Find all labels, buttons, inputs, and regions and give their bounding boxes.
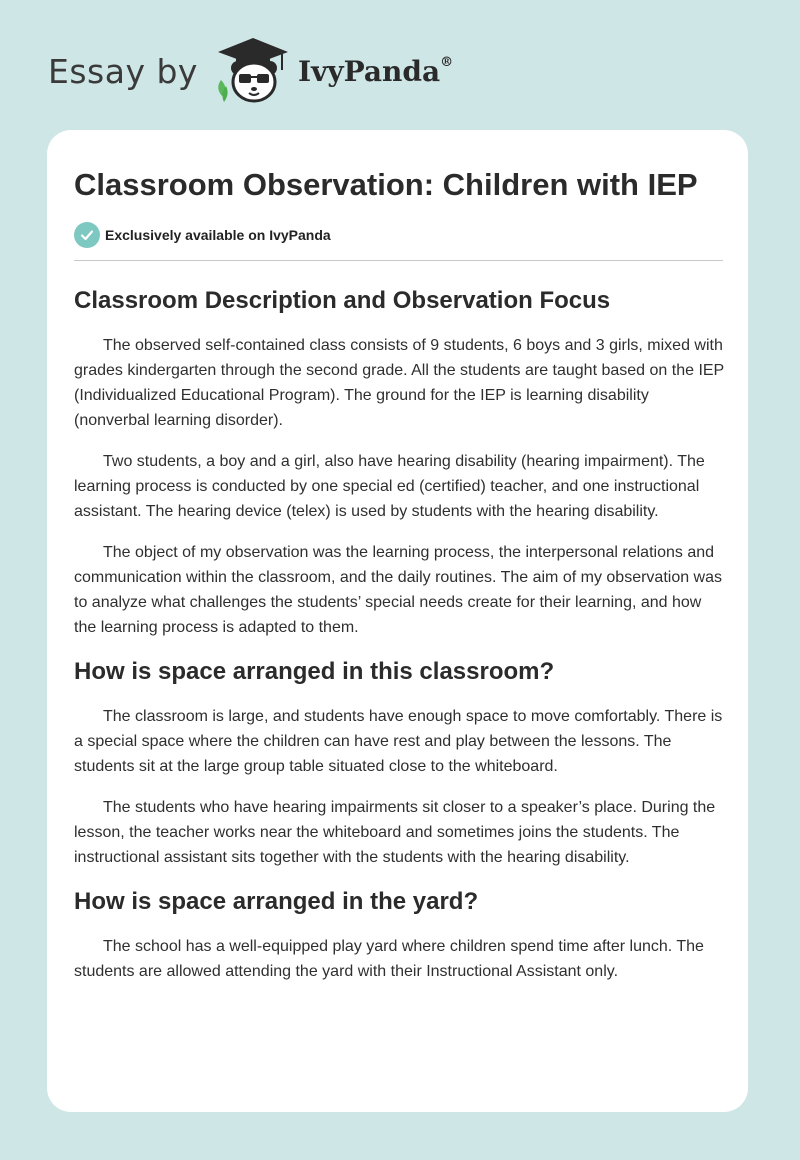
paragraph: The students who have hearing impairments sit closer to a speaker’s place. During the lesson, the teacher works near the whiteboard and sometimes joins the students. The instructional assistant sits together with the students with the hearing disability. xyxy=(74,799,716,866)
panda-mascot-icon xyxy=(212,36,294,106)
check-icon xyxy=(74,222,100,248)
paragraph: Two students, a boy and a girl, also have hearing disability (hearing impairment). The learning process is conducted by one special ed (certified) teacher, and one instructional assistant. The hearing device (telex) is used by students with the hearing disability. xyxy=(74,453,705,520)
brand-name: IvyPanda® xyxy=(297,54,454,88)
section-heading: How is space arranged in the yard? xyxy=(74,888,479,915)
essay-card xyxy=(47,130,748,1112)
essay-by-label: Essay by xyxy=(48,51,198,91)
essay-content xyxy=(74,164,724,1000)
section-heading: Classroom Description and Observation Focus xyxy=(74,287,611,314)
divider xyxy=(74,260,723,261)
registered-mark: ® xyxy=(440,55,454,71)
ivypanda-logo[interactable] xyxy=(212,36,453,106)
exclusive-badge xyxy=(74,222,724,248)
site-header xyxy=(48,36,453,106)
paragraph: The classroom is large, and students have enough space to move comfortably. There is a special space where the children can have rest and play between the lessons. The students sit at the large group table situated close to the whiteboard. xyxy=(74,708,723,775)
paragraph: The observed self-contained class consists of 9 students, 6 boys and 3 girls, mixed with grades kindergarten through the second grade. All the students are taught based on the IEP (Individualized Educational Program). The ground for the IEP is learning disability (nonverbal learning disorder). xyxy=(74,337,724,429)
paragraph: The object of my observation was the learning process, the interpersonal relations and communication within the classroom, and the daily routines. The aim of my observation was to analyze what challenges the students’ special needs create for their learning, and how the learning process is adapted to them. xyxy=(74,544,723,636)
section-heading: How is space arranged in this classroom? xyxy=(74,658,555,685)
exclusive-label: Exclusively available on IvyPanda xyxy=(105,227,331,243)
paragraph: The school has a well-equipped play yard where children spend time after lunch. The students are allowed attending the yard with their Instructional Assistant only. xyxy=(74,938,704,980)
page-title: Classroom Observation: Children with IEP xyxy=(74,167,698,202)
